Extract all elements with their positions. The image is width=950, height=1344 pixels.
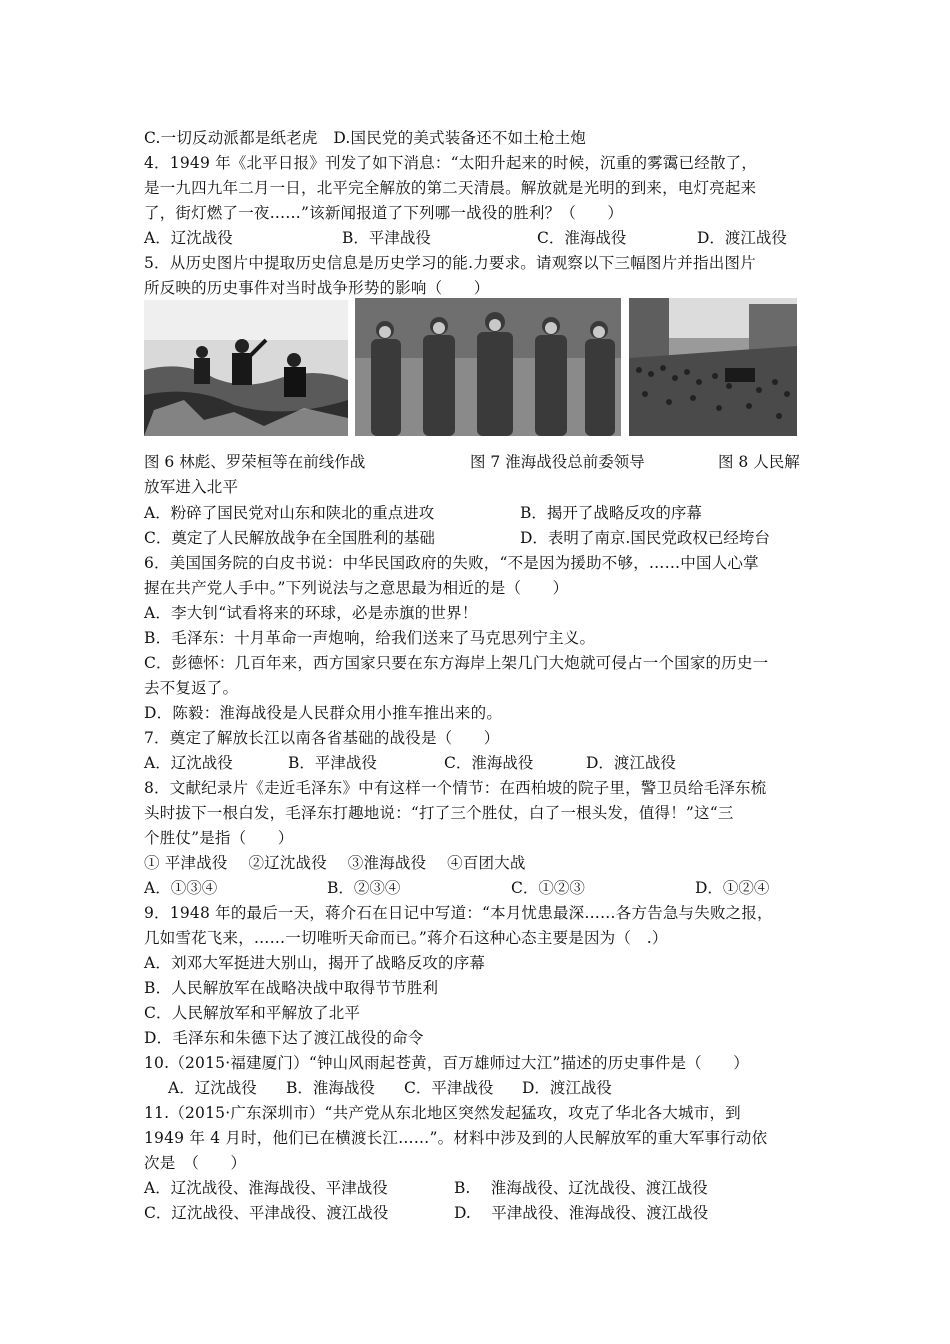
question-6: 6．美国国务院的白皮书说：中华民国政府的失败，“不是因为援助不够，……中国人心掌 bbox=[144, 554, 759, 572]
option-a: A．辽沈战役 bbox=[168, 1079, 257, 1097]
q11-options-row1 bbox=[144, 1178, 824, 1198]
q5-options-row1 bbox=[144, 503, 824, 523]
question-7: 7．奠定了解放长江以南各省基础的战役是（ ） bbox=[144, 729, 500, 747]
option-b: B．平津战役 bbox=[342, 229, 431, 247]
option-b: B．人民解放军在战略决战中取得节节胜利 bbox=[144, 979, 439, 997]
text-line: 头时拔下一根白发，毛泽东打趣地说：“打了三个胜仗，白了一根头发，值得！”这“三 bbox=[144, 804, 734, 822]
option-c: C．彭德怀：几百年来，西方国家只要在东方海岸上架几门大炮就可侵占一个国家的历史一 bbox=[144, 654, 769, 672]
option-b: B. 淮海战役、辽沈战役、渡江战役 bbox=[454, 1179, 708, 1197]
question-10: 10.（2015·福建厦门）“钟山风雨起苍黄，百万雄师过大江”描述的历史事件是（ ） bbox=[144, 1054, 749, 1072]
option-c: C．辽沈战役、平津战役、渡江战役 bbox=[144, 1204, 389, 1222]
text-line: 所反映的历史事件对当时战争形势的影响（ ） bbox=[144, 279, 490, 297]
option-c: C．淮海战役 bbox=[537, 229, 627, 247]
figure-8-caption: 图 8 人民解 bbox=[718, 453, 800, 471]
question-5: 5．从历史图片中提取历史信息是历史学习的能.力要求。请观察以下三幅图片并指出图片 bbox=[144, 254, 756, 272]
question-11: 11.（2015·广东深圳市）“共产党从东北地区突然发起猛攻，攻克了华北各大城市，到 bbox=[144, 1104, 741, 1122]
text-line: 个胜仗”是指（ ） bbox=[144, 829, 294, 847]
option-c: C．奠定了人民解放战争在全国胜利的基础 bbox=[144, 529, 435, 547]
q10-options bbox=[168, 1078, 828, 1098]
q8-options bbox=[144, 878, 824, 898]
option-d: D．毛泽东和朱德下达了渡江战役的命令 bbox=[144, 1029, 424, 1047]
text-line: 了，街灯燃了一夜……”该新闻报道了下列哪一战役的胜利？（ ） bbox=[144, 204, 624, 222]
option-c: C．淮海战役 bbox=[444, 754, 534, 772]
text-line: C.一切反动派都是纸老虎 D.国民党的美式装备还不如土枪土炮 bbox=[144, 129, 587, 147]
text-line: 几如雪花飞来，……一切唯听天命而已。”蒋介石这种心态主要是因为（ .） bbox=[144, 929, 668, 947]
option-b: B．淮海战役 bbox=[286, 1079, 375, 1097]
option-a: A．①③④ bbox=[144, 879, 218, 897]
figure-7-photo bbox=[355, 298, 621, 436]
text-line: 是一九四九年二月一日，北平完全解放的第二天清晨。解放就是光明的到来，电灯亮起来 bbox=[144, 179, 757, 197]
option-d: D. 平津战役、淮海战役、渡江战役 bbox=[454, 1204, 709, 1222]
q5-options-row2 bbox=[144, 528, 824, 548]
option-d: D．渡江战役 bbox=[522, 1079, 612, 1097]
text-line: 次是 （ ） bbox=[144, 1154, 247, 1172]
q4-options bbox=[144, 228, 824, 248]
question-4: 4．1949 年《北平日报》刊发了如下消息：“太阳升起来的时候，沉重的雾霭已经散了， bbox=[144, 154, 758, 172]
option-a: A．辽沈战役、淮海战役、平津战役 bbox=[144, 1179, 388, 1197]
option-d: D．陈毅：淮海战役是人民群众用小推车推出来的。 bbox=[144, 704, 503, 722]
option-c: C．人民解放军和平解放了北平 bbox=[144, 1004, 361, 1022]
figure-6-photo bbox=[144, 300, 348, 436]
option-a: A．辽沈战役 bbox=[144, 754, 233, 772]
option-c: C．平津战役 bbox=[404, 1079, 494, 1097]
question-9: 9．1948 年的最后一天，蒋介石在日记中写道：“本月忧患最深……各方告急与失败之报， bbox=[144, 904, 773, 922]
option-a: A．刘邓大军挺进大别山，揭开了战略反攻的序幕 bbox=[144, 954, 486, 972]
figure-8-photo bbox=[629, 298, 797, 436]
q7-options bbox=[144, 753, 824, 773]
choice-list: ① 平津战役 ②辽沈战役 ③淮海战役 ④百团大战 bbox=[144, 854, 526, 872]
option-b: B．毛泽东：十月革命一声炮响，给我们送来了马克思列宁主义。 bbox=[144, 629, 596, 647]
q11-options-row2 bbox=[144, 1203, 824, 1223]
option-b: B．②③④ bbox=[327, 879, 401, 897]
figure-6-caption: 图 6 林彪、罗荣桓等在前线作战 bbox=[144, 453, 366, 471]
option-b: B．揭开了战略反攻的序幕 bbox=[520, 504, 702, 522]
option-b: B．平津战役 bbox=[288, 754, 377, 772]
option-d: D．①②④ bbox=[695, 879, 770, 897]
text-line: 1949 年 4 月时，他们已在横渡长江……”。材料中涉及到的人民解放军的重大军事行动依 bbox=[144, 1129, 768, 1147]
option-d: D．渡江战役 bbox=[586, 754, 676, 772]
option-c: C．①②③ bbox=[511, 879, 585, 897]
question-8: 8．文献纪录片《走近毛泽东》中有这样一个情节：在西柏坡的院子里，警卫员给毛泽东梳 bbox=[144, 779, 767, 797]
option-d: D．表明了南京.国民党政权已经垮台 bbox=[520, 529, 770, 547]
text-line: 去不复返了。 bbox=[144, 679, 239, 697]
option-a: A．辽沈战役 bbox=[144, 229, 233, 247]
figure-7-caption: 图 7 淮海战役总前委领导 bbox=[470, 453, 645, 471]
text-line: 握在共产党人手中。”下列说法与之意思最为相近的是（ ） bbox=[144, 579, 569, 597]
option-a: A．李大钊“试看将来的环球，必是赤旗的世界！ bbox=[144, 604, 478, 622]
option-a: A．粉碎了国民党对山东和陕北的重点进攻 bbox=[144, 504, 435, 522]
option-d: D．渡江战役 bbox=[697, 229, 787, 247]
figure-8-caption-cont: 放军进入北平 bbox=[144, 478, 239, 496]
